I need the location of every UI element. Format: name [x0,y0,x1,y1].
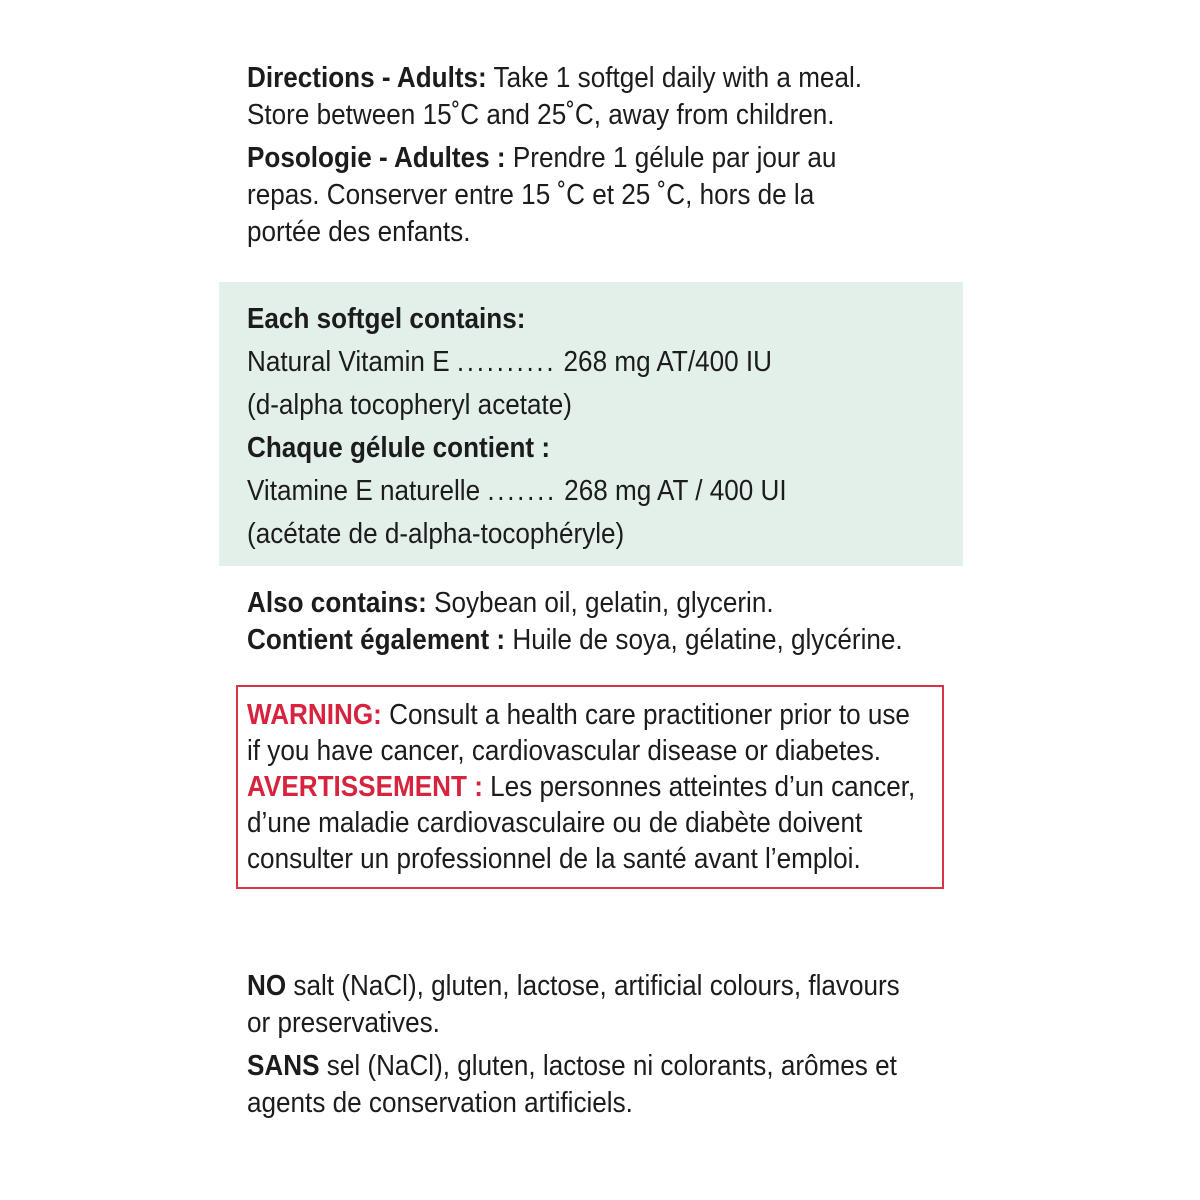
also-contains-section [247,585,947,659]
free-from-en-text-cont: or preservatives. [247,1007,440,1039]
free-from-en-label: NO [247,970,287,1002]
also-contains-fr-label: Contient également : [247,624,506,656]
ingredients-en-heading: Each softgel contains: [247,303,526,335]
warning-en-text: Consult a health care practitioner prior to use [381,699,910,731]
directions-fr-storage: repas. Conserver entre 15 ˚C et 25 ˚C, hors de la [247,179,815,211]
directions-fr-text: Prendre 1 gélule par jour au [505,142,837,174]
ingredient-en-form: (d-alpha tocopheryl acetate) [247,389,572,421]
warning-en-label: WARNING: [247,699,382,731]
ingredient-fr-amount: 268 mg AT / 400 UI [564,475,787,507]
directions-fr-label: Posologie - Adultes : [247,142,506,174]
warning-fr [247,769,947,877]
ingredient-row-fr [247,470,931,513]
free-from-fr-text: sel (NaCl), gluten, lactose ni colorants, arômes et [319,1050,897,1082]
also-contains-fr-text: Huile de soya, gélatine, glycérine. [505,624,903,656]
free-from-fr-label: SANS [247,1050,320,1082]
ingredient-fr-leader: ....... [487,475,557,507]
warning-fr-consult: consulter un professionnel de la santé avant l’emploi. [247,843,861,875]
directions-en [247,60,947,134]
warning-fr-conditions: d’une maladie cardiovasculaire ou de diabète doivent [247,807,863,839]
warning-section [247,697,947,877]
ingredient-fr-name: Vitamine E naturelle [247,475,481,507]
ingredient-en-leader: .......... [456,346,557,378]
also-contains-en-label: Also contains: [247,587,427,619]
ingredient-fr-form: (acétate de d-alpha-tocophéryle) [247,518,625,550]
free-from-en [247,968,947,1042]
warning-fr-label: AVERTISSEMENT : [247,771,483,803]
also-contains-en-text: Soybean oil, gelatin, glycerin. [426,587,774,619]
directions-section [247,60,947,251]
directions-en-storage: Store between 15˚C and 25˚C, away from children. [247,99,835,131]
warning-en-conditions: if you have cancer, cardiovascular disease or diabetes. [247,735,882,767]
free-from-section [247,968,947,1122]
free-from-fr-text-cont: agents de conservation artificiels. [247,1087,633,1119]
also-contains-fr [247,622,947,659]
warning-fr-text: Les personnes atteintes d’un cancer, [482,771,916,803]
ingredients-fr-heading: Chaque gélule contient : [247,432,551,464]
ingredient-en-amount: 268 mg AT/400 IU [563,346,772,378]
ingredients-section [247,298,947,556]
directions-en-label: Directions - Adults: [247,62,487,94]
free-from-fr [247,1048,947,1122]
directions-fr [247,140,947,251]
directions-fr-children: portée des enfants. [247,216,471,248]
warning-en [247,697,947,769]
directions-en-text: Take 1 softgel daily with a meal. [486,62,863,94]
ingredient-row-en [247,341,931,384]
also-contains-en [247,585,947,622]
ingredient-en-name: Natural Vitamin E [247,346,450,378]
free-from-en-text: salt (NaCl), gluten, lactose, artificial colours, flavours [286,970,900,1002]
